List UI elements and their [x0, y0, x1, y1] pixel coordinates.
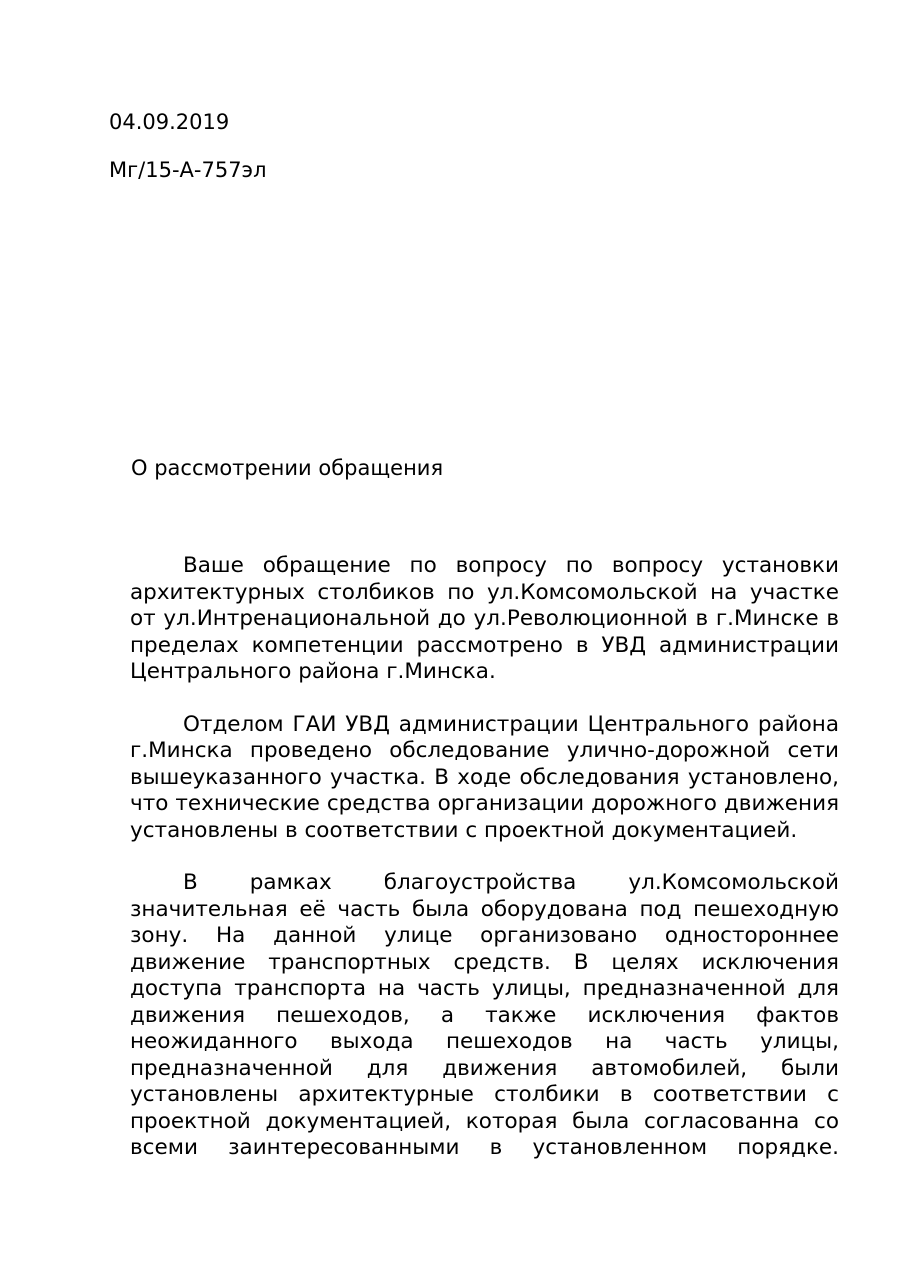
letter-body — [130, 553, 839, 1188]
paragraph-bollards-explanation: В рамках благоустройства ул.Комсомольской значительная её часть была оборудована под пешеходную зону. На данной улице организовано одностороннее движение транспортных средств. В целях исключения доступа транспорта на часть улицы, предназначенной для движения пешеходов, а также исключения фактов неожиданного выхода пешеходов на часть улицы, предназначенной для движения автомобилей, были установлены архитектурные столбики в соответствии с проектной документацией, которая была согласованна со всеми заинтересованными в установленном порядке. — [130, 870, 839, 1160]
paragraph-inspection-result: Отделом ГАИ УВД администрации Центрального района г.Минска проведено обследование улично-дорожной сети вышеуказанного участка. В ходе обследования установлено, что технические средства организации дорожного движения установлены в соответствии с проектной документацией. — [130, 711, 839, 843]
paragraph-appeal-summary: Ваше обращение по вопросу по вопросу установки архитектурных столбиков по ул.Комсомольской на участке от ул.Интренациональной до ул.Революционной в г.Минске в пределах компетенции рассмотрено в УВД администрации Центрального района г.Минска. — [130, 553, 839, 684]
letter-date: 04.09.2019 — [109, 110, 230, 134]
letter-subject: О рассмотрении обращения — [131, 456, 444, 480]
reference-number: Мг/15-А-757эл — [109, 158, 267, 182]
